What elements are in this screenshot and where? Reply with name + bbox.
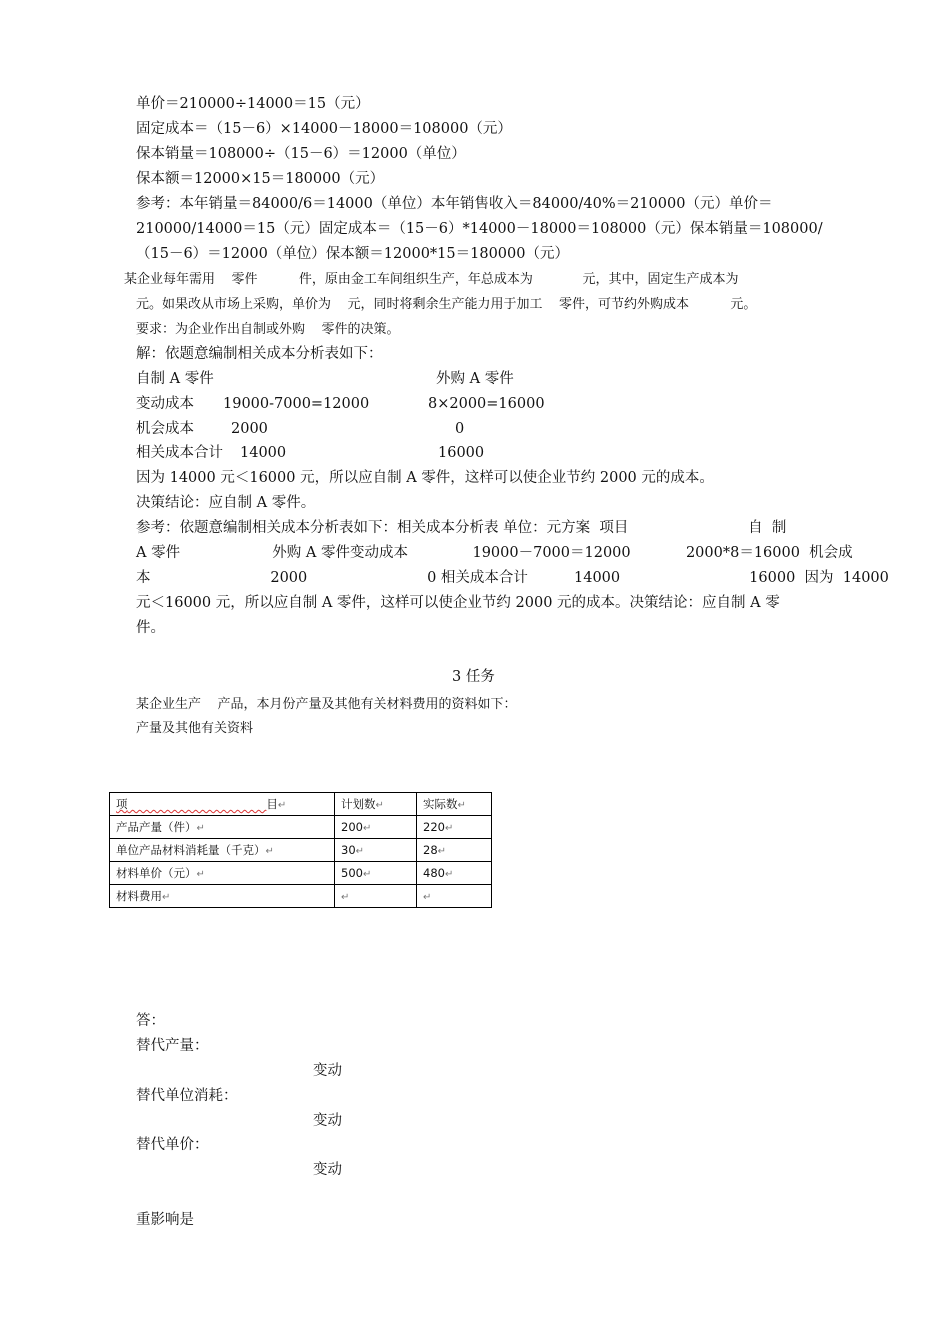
reference-line: 参考：依题意编制相关成本分析表如下：相关成本分析表 单位：元方案 项目 自 制: [136, 520, 787, 536]
table-cell-plan: 500↵: [335, 862, 417, 885]
analysis-row-buy-value: 0: [455, 421, 465, 437]
paragraph-mark-icon: ↵: [355, 846, 365, 857]
data-table: [109, 792, 492, 908]
section-title: 3 任务: [452, 669, 495, 685]
task-intro: 某企业生产 产品，本月份产量及其他有关材料费用的资料如下：: [136, 697, 517, 712]
header-item-a: 项: [116, 797, 128, 811]
reference-line: A 零件 外购 A 零件变动成本 19000－7000＝12000 2000*8＝16000 机会成: [136, 545, 853, 561]
calc-line: 保本额＝12000×15＝180000（元）: [136, 171, 385, 187]
calc-line: 保本销量＝108000÷（15－6）＝12000（单位）: [136, 146, 466, 162]
reference-line: （15－6）＝12000（单位）保本额＝12000*15＝180000（元）: [136, 246, 569, 262]
table-header-actual: 实际数↵: [417, 793, 492, 816]
analysis-header-make: 自制 A 零件: [136, 371, 214, 387]
answer-change: 变动: [313, 1113, 342, 1129]
reference-line: 元＜16000 元，所以应自制 A 零件，这样可以使企业节约 2000 元的成本。决策结论：应自制 A 零: [136, 595, 780, 611]
table-cell-label: 单位产品材料消耗量（千克）↵: [110, 839, 335, 862]
answer-substitute-unit: 替代单位消耗：: [136, 1088, 238, 1104]
reference-line: 本 2000 0 相关成本合计 14000 16000 因为 14000: [136, 570, 889, 586]
table-row: [110, 839, 492, 862]
table-row: [110, 816, 492, 839]
table-cell-label: 材料单价（元）↵: [110, 862, 335, 885]
problem-requirement: 要求：为企业作出自制或外购 零件的决策。: [136, 322, 400, 337]
paragraph-mark-icon: ↵: [277, 800, 287, 811]
answer-impact: 重影响是: [136, 1212, 194, 1228]
table-cell-actual: 28↵: [417, 839, 492, 862]
paragraph-mark-icon: ↵: [196, 869, 205, 880]
table-row: [110, 862, 492, 885]
analysis-row-buy-value: 16000: [438, 445, 485, 461]
table-cell-actual: 480↵: [417, 862, 492, 885]
analysis-row-buy-value: 8×2000=16000: [428, 396, 545, 412]
table-header-row: [110, 793, 492, 816]
paragraph-mark-icon: ↵: [362, 869, 372, 880]
answer-substitute-price: 替代单价：: [136, 1137, 209, 1153]
calc-line: 固定成本＝（15－6）×14000－18000＝108000（元）: [136, 121, 512, 137]
table-row: [110, 885, 492, 908]
table-cell-plan: 200↵: [335, 816, 417, 839]
paragraph-mark-icon: ↵: [437, 846, 447, 857]
paragraph-mark-icon: ↵: [362, 823, 372, 834]
answer-substitute-quantity: 替代产量：: [136, 1038, 209, 1054]
problem-text: 元。如果改从市场上采购，单价为 元，同时将剩余生产能力用于加工 零件，可节约外购成本 元。: [136, 297, 757, 312]
analysis-row-label: 相关成本合计: [136, 445, 223, 461]
table-caption: 产量及其他有关资料: [136, 721, 254, 736]
table-header-item: [110, 793, 335, 816]
problem-text: 某企业每年需用 零件 件，原由金工车间组织生产，年总成本为 元，其中，固定生产成本为: [124, 272, 739, 287]
paragraph-mark-icon: ↵: [375, 800, 384, 811]
table-cell-actual: [417, 885, 492, 908]
reference-line: 210000/14000＝15（元）固定成本＝（15－6）*14000－18000＝108000（元）保本销量＝108000/: [136, 221, 823, 237]
paragraph-mark-icon: ↵: [196, 823, 205, 834]
header-item-b: 目: [266, 797, 278, 811]
table-cell-actual: 220↵: [417, 816, 492, 839]
answer-label: 答：: [136, 1013, 165, 1029]
paragraph-mark-icon: ↵: [444, 869, 454, 880]
paragraph-mark-icon: ↵: [444, 823, 454, 834]
analysis-row-make-value: 19000-7000=12000: [223, 396, 370, 412]
table-cell-label: 产品产量（件）↵: [110, 816, 335, 839]
answer-change: 变动: [313, 1162, 342, 1178]
conclusion-line: 决策结论：应自制 A 零件。: [136, 495, 316, 511]
solution-intro: 解：依题意编制相关成本分析表如下：: [136, 346, 383, 362]
table-cell-plan: 30↵: [335, 839, 417, 862]
paragraph-mark-icon: ↵: [162, 892, 171, 903]
analysis-row-make-value: 2000: [231, 421, 268, 437]
table-cell-label: 材料费用↵: [110, 885, 335, 908]
answer-change: 变动: [313, 1063, 342, 1079]
analysis-row-label: 机会成本: [136, 421, 194, 437]
paragraph-mark-icon: ↵: [457, 800, 466, 811]
table-cell-plan: [335, 885, 417, 908]
paragraph-mark-icon: ↵: [341, 892, 350, 903]
paragraph-mark-icon: ↵: [265, 846, 274, 857]
analysis-row-make-value: 14000: [240, 445, 287, 461]
paragraph-mark-icon: ↵: [423, 892, 432, 903]
analysis-row-label: 变动成本: [136, 396, 194, 412]
analysis-header-buy: 外购 A 零件: [436, 371, 514, 387]
reference-line: 件。: [136, 620, 165, 636]
table-header-plan: 计划数↵: [335, 793, 417, 816]
conclusion-line: 因为 14000 元＜16000 元，所以应自制 A 零件，这样可以使企业节约 2000 元的成本。: [136, 470, 714, 486]
reference-line: 参考：本年销量＝84000/6＝14000（单位）本年销售收入＝84000/40%＝210000（元）单价＝: [136, 196, 773, 212]
calc-line: 单价＝210000÷14000＝15（元）: [136, 96, 370, 112]
